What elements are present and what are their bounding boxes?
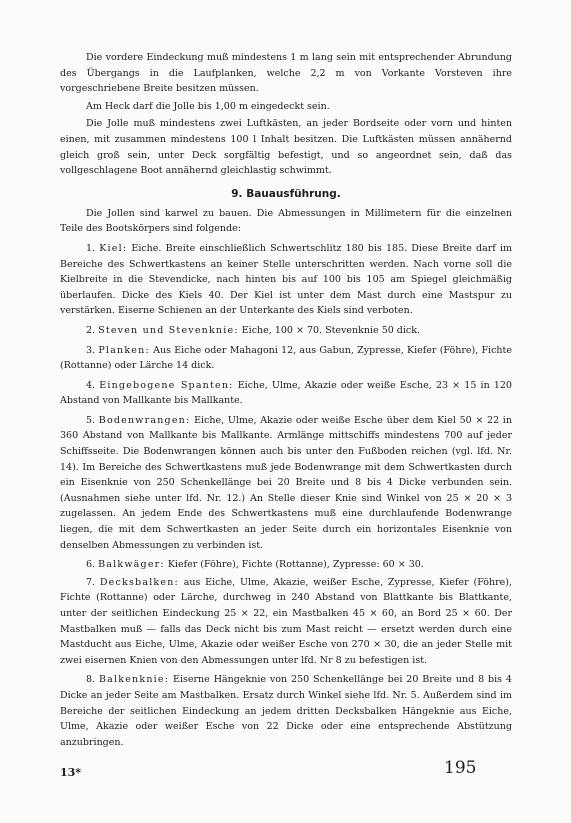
signature-mark: 13* [60, 766, 82, 779]
section-heading: 9. Bauausführung. [231, 187, 341, 200]
item-bodenwrangen: 5. Bodenwrangen: Eiche, Ulme, Akazie oder weiße Esche über dem Kiel 50 × 22 in 360 Abstand von Mallkante bis Mallkante. Armlänge mittschiffs mindestens 700 auf jeder Schiffsseite. Die Bodenwrangen können auch bis unter den Fußboden reichen (vgl. lfd. Nr. 14). Im Bereiche des Schwertkastens muß jede Bodenwrange mit dem Schwertkasten durch ein Eisenknie von 250 Schenkellänge bei 20 Breite und 8 bis 4 Dicke verbunden sein. (Ausnahmen siehe unter lfd. Nr. 12.) An Stelle dieser Knie sind Winkel von 25 × 20 × 3 zugelassen. An jedem Ende des Schwertkastens muß eine durchlaufende Bodenwrange liegen, die mit dem Schwertkasten an jeder Seite durch ein horizontales Eisenknie von denselben Abmessungen zu verbinden ist. [60, 414, 512, 551]
item-decksbalken: 7. Decksbalken: aus Eiche, Ulme, Akazie, weißer Esche, Zypresse, Kiefer (Föhre), Fichte (Rottanne) oder Lärche, durchweg in 240 Abstand von Blattkante bis Blattkante, unter der seitlichen Eindeckung 25 × 22, ein Mastbalken 45 × 60, an Bord 25 × 60. Der Mastbalken muß — falls das Deck nicht bis zum Mast reicht — ersetzt werden durch eine Mastducht aus Eiche, Ulme, Akazie oder weißer Esche von 270 × 30, die an jeder Stelle mit zwei eisernen Knien von den Abmessungen unter lfd. Nr 8 zu befestigen ist. [60, 576, 512, 666]
item-term: Decksbalken: [99, 576, 179, 588]
item-term: Eingebogene Spanten: [99, 379, 234, 391]
paragraph-air-tanks: Die Jolle muß mindestens zwei Luftkästen, an jeder Bordseite oder vorn und hinten einen, mit zusammen mindestens 100 l Inhalt besitzen. Die Luftkästen müssen annähernd gleich groß sein, unter Deck sorgfältig befestigt, und so angeordnet sein, daß das vollgeschlagene Boot annähernd gleichlastig schwimmt. [60, 118, 512, 177]
item-term: Planken: [98, 344, 150, 356]
item-kiel: 1. Kiel: Eiche. Breite einschließlich Schwertschlitz 180 bis 185. Diese Breite darf im Bereiche des Schwertkastens an keiner Stelle unterschritten werden. Nach vorne soll die Kielbreite in die Stevendicke, nach hinten bis auf 100 bis 105 am Spiegel gleichmäßig überlaufen. Dicke des Kiels 40. Der Kiel ist unter dem Mast durch eine Mastspur zu verstärken. Eiserne Schienen an der Unterkante des Kiels sind verboten. [60, 242, 512, 317]
item-planken: 3. Planken: Aus Eiche oder Mahagoni 12, aus Gabun, Zypresse, Kiefer (Föhre), Fichte (Rottanne) oder Lärche 14 dick. [60, 344, 512, 372]
item-balkenknie: 8. Balkenknie: Eiserne Hängeknie von 250 Schenkellänge bei 20 Breite und 8 bis 4 Dicke an jeder Seite am Mastbalken. Ersatz durch Winkel siehe lfd. Nr. 5. Außerdem sind im Bereiche der seitlichen Eindeckung an jedem dritten Decksbalken Hängeknie aus Eiche, Ulme, Akazie oder weißer Esche von 22 Dicke oder eine entsprechende Abstützung anzubringen. [60, 674, 512, 748]
item-term: Kiel: [99, 242, 128, 254]
paragraph-stern-deck: Am Heck darf die Jolle bis 1,00 m eingedeckt sein. [86, 100, 330, 112]
item-spanten: 4. Eingebogene Spanten: Eiche, Ulme, Akazie oder weiße Esche, 23 × 15 in 120 Abstand von Mallkante bis Mallkante. [60, 379, 512, 407]
item-term: Bodenwrangen: [98, 414, 191, 426]
item-steven: 2. Steven und Stevenknie: Eiche, 100 × 70. Stevenknie 50 dick. [86, 324, 421, 336]
item-term: Steven und Stevenknie: [98, 324, 239, 336]
body-text [60, 50, 512, 752]
item-term: Balkwäger: [98, 559, 165, 571]
section-intro: Die Jollen sind karwel zu bauen. Die Abmessungen in Millimetern für die einzelnen Teile des Bootskörpers sind folgende: [60, 207, 512, 235]
page-number: 195 [444, 758, 477, 778]
item-term: Balkenknie: [99, 674, 170, 686]
item-balkwaeger: 6. Balkwäger: Kiefer (Föhre), Fichte (Rottanne), Zypresse: 60 × 30. [86, 559, 424, 571]
paragraph-front-deck: Die vordere Eindeckung muß mindestens 1 m lang sein mit entsprechender Abrundung des Übergangs in die Laufplanken, welche 2,2 m von Vorkante Vorsteven ihre vorgeschriebene Breite besitzen müssen. [60, 52, 512, 95]
